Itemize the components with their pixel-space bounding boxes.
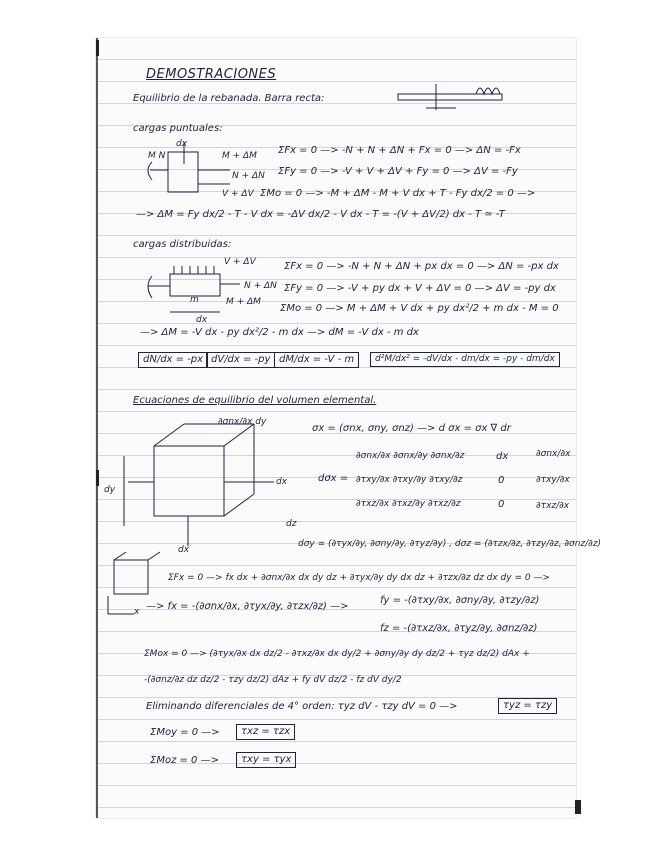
sketch-label: dy	[104, 485, 116, 495]
page-title: DEMOSTRACIONES	[146, 67, 277, 82]
axis-x-label: x	[134, 607, 140, 617]
sum-mx-2: -(∂σnz/∂z dz dz/2 - τzy dz/2) dAz + fy dV dz/2 - fz dV dy/2	[144, 675, 402, 685]
dsigma-label: dσx =	[318, 473, 349, 484]
result-dN: dN/dx = -px	[138, 352, 208, 368]
result-txy: τxy = τyx	[236, 752, 296, 768]
out-row-1: ∂σnx/∂x	[536, 449, 571, 459]
margin-mark	[575, 800, 581, 814]
sigma-definition: σx = (σnx, σny, σnz) —> d σx = σx ∇ dr	[312, 423, 511, 434]
sketch-label: ∂σnx/∂x dy	[218, 417, 267, 427]
result-tyz: τyz = τzy	[498, 698, 557, 714]
dsigma-yz: dσy = (∂τyx/∂y, ∂σny/∂y, ∂τyz/∂y) , dσz = (∂τzx/∂z, ∂τzy/∂z, ∂σnz/∂z)	[298, 539, 602, 549]
fx-definition: —> fx = -(∂σnx/∂x, ∂τyx/∂y, ∂τzx/∂z) —>	[146, 601, 349, 612]
eq-point-1: ΣFx = 0 —> -N + N + ΔN + Fx = 0 —> ΔN = -Fx	[278, 145, 521, 156]
sum-moz: ΣMoz = 0 —>	[150, 755, 219, 766]
sketch-label: dx	[178, 545, 190, 555]
label-distribuidas: cargas distribuidas:	[133, 239, 232, 250]
eq-dist-4: —> ΔM = -V dx - py dx²/2 - m dx —> dM = -V dx - m dx	[140, 327, 419, 338]
fz-definition: fz = -(∂τxz/∂x, ∂τyz/∂y, ∂σnz/∂z)	[380, 623, 538, 634]
beam-sketch	[396, 80, 516, 116]
sketch-label: N + ΔN	[244, 281, 277, 291]
margin-mark	[96, 470, 99, 486]
line-equilibrio: Equilibrio de la rebanada. Barra recta:	[133, 93, 325, 104]
matrix-row-1: ∂σnx/∂x ∂σnx/∂y ∂σnx/∂z	[356, 451, 465, 461]
sketch-label: V + ΔV	[224, 257, 256, 267]
sketch-label: N + ΔN	[232, 171, 265, 181]
sketch-label: dx	[276, 477, 288, 487]
matrix-row-2: ∂τxy/∂x ∂τxy/∂y ∂τxy/∂z	[356, 475, 463, 485]
volume-element-sketch	[124, 416, 284, 556]
result-dM: dM/dx = -V - m	[274, 352, 359, 368]
sketch-label: dx	[196, 315, 208, 325]
sketch-label: M N	[148, 151, 166, 161]
fy-definition: fy = -(∂τxy/∂x, ∂σny/∂y, ∂τzy/∂z)	[380, 595, 540, 606]
sum-fx: ΣFx = 0 —> fx dx + ∂σnx/∂x dx dy dz + ∂τyx/∂y dy dx dz + ∂τzx/∂z dz dx dy = 0 —>	[168, 573, 550, 583]
matrix-row-3: ∂τxz/∂x ∂τxz/∂y ∂τxz/∂z	[356, 499, 461, 509]
result-dV: dV/dx = -py	[206, 352, 275, 368]
sum-mx: ΣMox = 0 —> (∂τyx/∂x dx dz/2 - ∂τxz/∂x dx dy/2 + ∂σny/∂y dy dz/2 + τyz dz/2) dAx +	[144, 649, 530, 659]
out-row-2: ∂τxy/∂x	[536, 475, 570, 485]
sketch-label: dx	[176, 139, 188, 149]
sketch-label: M + ΔM	[226, 297, 261, 307]
sum-moy: ΣMoy = 0 —>	[150, 727, 220, 738]
result-txz: τxz = τzx	[236, 724, 295, 740]
result-d2M: d²M/dx² = -dV/dx - dm/dx = -py - dm/dx	[370, 352, 560, 367]
eq-dist-2: ΣFy = 0 —> -V + py dx + V + ΔV = 0 —> ΔV = -py dx	[284, 283, 556, 294]
eq-point-2: ΣFy = 0 —> -V + V + ΔV + Fy = 0 —> ΔV = -Fy	[278, 166, 518, 177]
vector-zero: 0	[498, 475, 505, 486]
sketch-label: m	[190, 295, 199, 305]
vector-dx: dx	[496, 451, 509, 462]
sketch-label: dz	[286, 519, 297, 529]
label-volumen: Ecuaciones de equilibrio del volumen elemental.	[133, 395, 377, 406]
eq-point-3: ΣMo = 0 —> -M + ΔM - M + V dx + T - Fy dx/2 = 0 —>	[260, 188, 536, 199]
eq-dist-1: ΣFx = 0 —> -N + N + ΔN + px dx = 0 —> ΔN = -px dx	[284, 261, 559, 272]
eq-dist-3: ΣMo = 0 —> M + ΔM + V dx + py dx²/2 + m dx - M = 0	[280, 303, 559, 314]
margin-mark	[96, 40, 99, 56]
vector-zero: 0	[498, 499, 505, 510]
label-puntuales: cargas puntuales:	[133, 123, 223, 134]
sketch-label: M + ΔM	[222, 151, 257, 161]
sketch-label: V + ΔV	[222, 189, 254, 199]
eliminate-line: Eliminando diferenciales de 4° orden: τyz dV - τzy dV = 0 —>	[146, 701, 458, 712]
eq-point-4: —> ΔM = Fy dx/2 - T - V dx = -ΔV dx/2 - V dx - T = -(V + ΔV/2) dx - T ≃ -T	[136, 209, 505, 220]
out-row-3: ∂τxz/∂x	[536, 501, 570, 511]
